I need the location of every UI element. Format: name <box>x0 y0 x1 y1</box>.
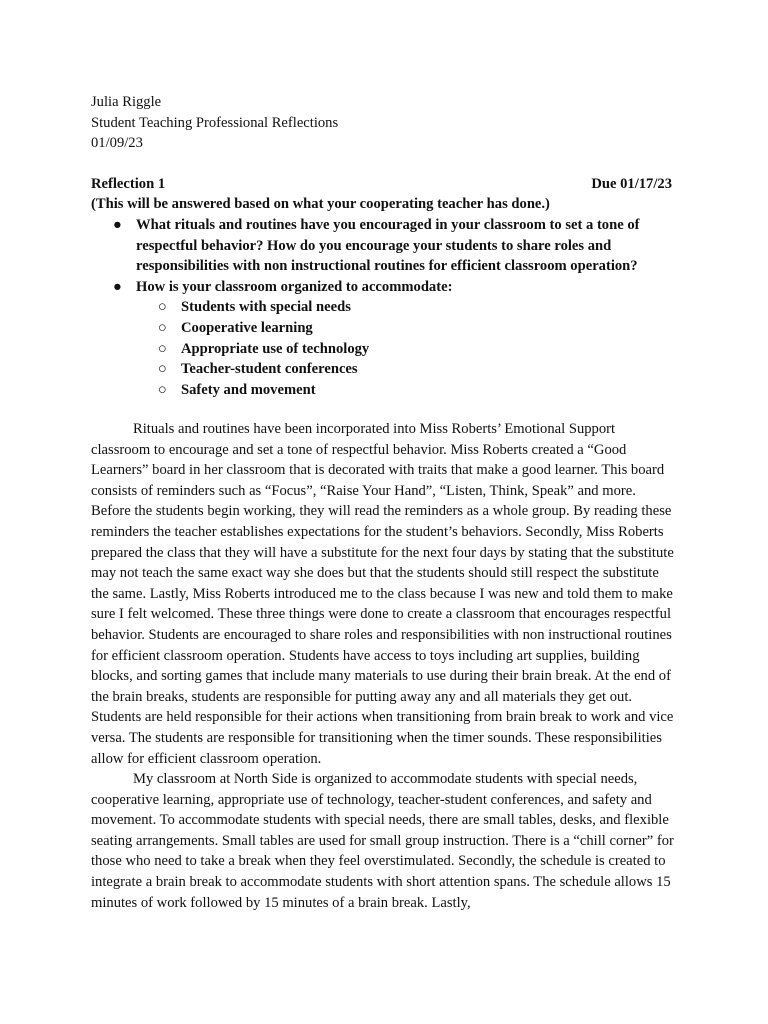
hollow-bullet-icon: ○ <box>158 381 167 398</box>
bullet-icon: ● <box>113 278 122 295</box>
sub-item-text: Cooperative learning <box>181 319 313 336</box>
list-item <box>91 277 671 401</box>
list-item <box>136 318 671 339</box>
list-item <box>136 297 671 318</box>
list-item <box>136 339 671 360</box>
author-name: Julia Riggle <box>91 94 162 110</box>
sub-item-text: Appropriate use of technology <box>181 340 370 357</box>
sub-item-text: Students with special needs <box>181 299 351 316</box>
reflection-heading <box>91 174 672 195</box>
document-header <box>91 92 338 154</box>
hollow-bullet-icon: ○ <box>158 340 167 357</box>
hollow-bullet-icon: ○ <box>158 319 167 336</box>
body-paragraph-2: My classroom at North Side is organized to accommodate students with special needs, cooperative learning, appropriate use of technology, teacher-student conferences, and safety and movement. To accommodate students with special needs, there are small tables, desks, and flexible seating arrangements. Small tables are used for small group instruction. There is a “chill corner” for those who need to take a break when they feel overstimulated. Secondly, the schedule is created to integrate a brain break to accommodate students with short attention spans. The schedule allows 15 minutes of work followed by 15 minutes of a brain break. Lastly, <box>91 771 674 911</box>
question-text: How is your classroom organized to accommodate: <box>136 278 453 295</box>
due-date: Due 01/17/23 <box>591 176 672 192</box>
instruction-note: (This will be answered based on what your cooperating teacher has done.) <box>91 196 550 212</box>
hollow-bullet-icon: ○ <box>158 361 167 378</box>
course-title: Student Teaching Professional Reflections <box>91 114 339 131</box>
hollow-bullet-icon: ○ <box>158 299 167 316</box>
reflection-title: Reflection 1 <box>91 176 166 192</box>
body-paragraph-1: Rituals and routines have been incorporated into Miss Roberts’ Emotional Support classroom to encourage and set a tone of respectful behavior. Miss Roberts created a “Good Learners” board in her classroom that is decorated with traits that make a good learner. This board consists of reminders such as “Focus”, “Raise Your Hand”, “Listen, Think, Speak” and more. Before the students begin working, they will read the reminders as a whole group. By reading these reminders the teacher establishes expectations for the student’s behaviors. Secondly, Miss Roberts prepared the class that they will have a substitute for the next four days by stating that the substitute may not teach the same exact way she does but that the students should still respect the substitute the same. Lastly, Miss Roberts introduced me to the class because I was new and told them to make sure I felt welcomed. These three things were done to create a classroom that encourages respectful behavior. Students are encouraged to share roles and responsibilities with non instructional routines for efficient classroom operation. Students have access to toys including art supplies, building blocks, and sorting games that include many materials to use during their brain break. At the end of the brain breaks, students are responsible for putting away any and all materials they get out. Students are held responsible for their actions when transitioning from brain break to work and vice versa. The students are responsible for transitioning when the timer sounds. These responsibilities allow for efficient classroom operation. <box>91 421 674 767</box>
list-item <box>91 215 671 277</box>
sub-item-text: Safety and movement <box>181 381 316 398</box>
document-date: 01/09/23 <box>91 135 143 152</box>
sub-list <box>136 297 671 400</box>
question-list <box>91 215 671 400</box>
reflection-body <box>91 419 675 913</box>
bullet-icon: ● <box>113 217 122 233</box>
list-item <box>136 359 671 380</box>
question-text: What rituals and routines have you encouraged in your classroom to set a tone of respectful behavior? How do you encourage your students to share roles and responsibilities with non instructional routines for efficient classroom operation? <box>136 217 640 275</box>
list-item <box>136 380 671 401</box>
sub-item-text: Teacher-student conferences <box>181 361 358 378</box>
